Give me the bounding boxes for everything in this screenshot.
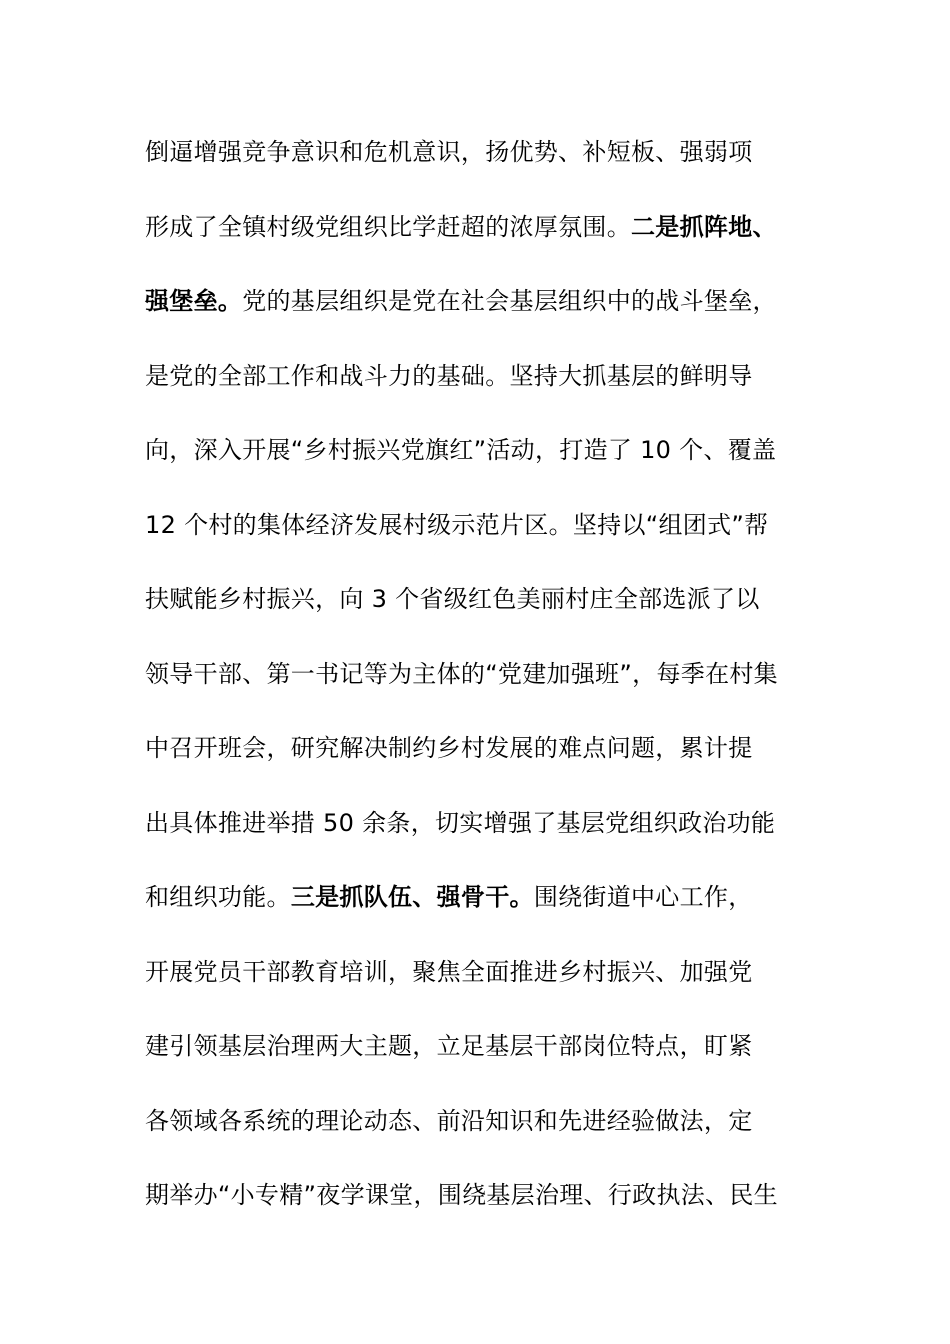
body-text: 各领域各系统的理论动态、前沿知识和先进经验做法，定: [145, 1106, 753, 1135]
text-line: [145, 426, 835, 501]
body-text: 党的基层组织是党在社会基层组织中的战斗堡垒，: [242, 287, 777, 315]
body-text: 领导干部、第一书记等为主体的“党建加强班”，每季在村集: [145, 659, 778, 688]
body-text: 12 个村的集体经济发展村级示范片区。坚持以“组团式”帮: [145, 510, 769, 539]
text-line: [145, 277, 835, 352]
bold-heading-text: 强堡垒。: [145, 287, 243, 315]
body-text: 围绕街道中心工作，: [533, 883, 753, 911]
text-line: [145, 1097, 835, 1172]
body-text: 倒逼增强竞争意识和危机意识，扬优势、补短板、强弱项: [145, 138, 753, 166]
text-line: [145, 575, 835, 650]
body-text: 期举办“小专精”夜学课堂，围绕基层治理、行政执法、民生: [145, 1181, 778, 1209]
text-line: [145, 1171, 835, 1246]
text-line: [145, 1022, 835, 1097]
text-line: [145, 724, 835, 799]
body-text: 出具体推进举措 50 余条，切实增强了基层党组织政治功能: [145, 808, 776, 837]
text-line: [145, 873, 835, 948]
text-line: [145, 128, 835, 203]
body-text: 形成了全镇村级党组织比学赶超的浓厚氛围。: [145, 212, 631, 241]
body-text: 是党的全部工作和战斗力的基础。坚持大抓基层的鲜明导: [145, 361, 753, 390]
text-line: [145, 352, 835, 427]
body-text: 开展党员干部教育培训，聚焦全面推进乡村振兴、加强党: [145, 957, 753, 986]
body-paragraph: [145, 128, 835, 1246]
body-text: 扶赋能乡村振兴，向 3 个省级红色美丽村庄全部选派了以: [145, 585, 760, 613]
body-text: 建引领基层治理两大主题，立足基层干部岗位特点，盯紧: [145, 1032, 753, 1060]
body-text: 中召开班会，研究解决制约乡村发展的难点问题，累计提: [145, 734, 753, 762]
bold-heading-text: 三是抓队伍、强骨干。: [290, 883, 534, 911]
body-text: 向，深入开展“乡村振兴党旗红”活动，打造了 10 个、覆盖: [145, 436, 777, 464]
text-line: [145, 203, 835, 278]
bold-heading-text: 二是抓阵地、: [631, 212, 777, 241]
text-line: [145, 501, 835, 576]
text-line: [145, 948, 835, 1023]
body-text: 和组织功能。: [145, 883, 291, 911]
text-line: [145, 650, 835, 725]
text-line: [145, 799, 835, 874]
